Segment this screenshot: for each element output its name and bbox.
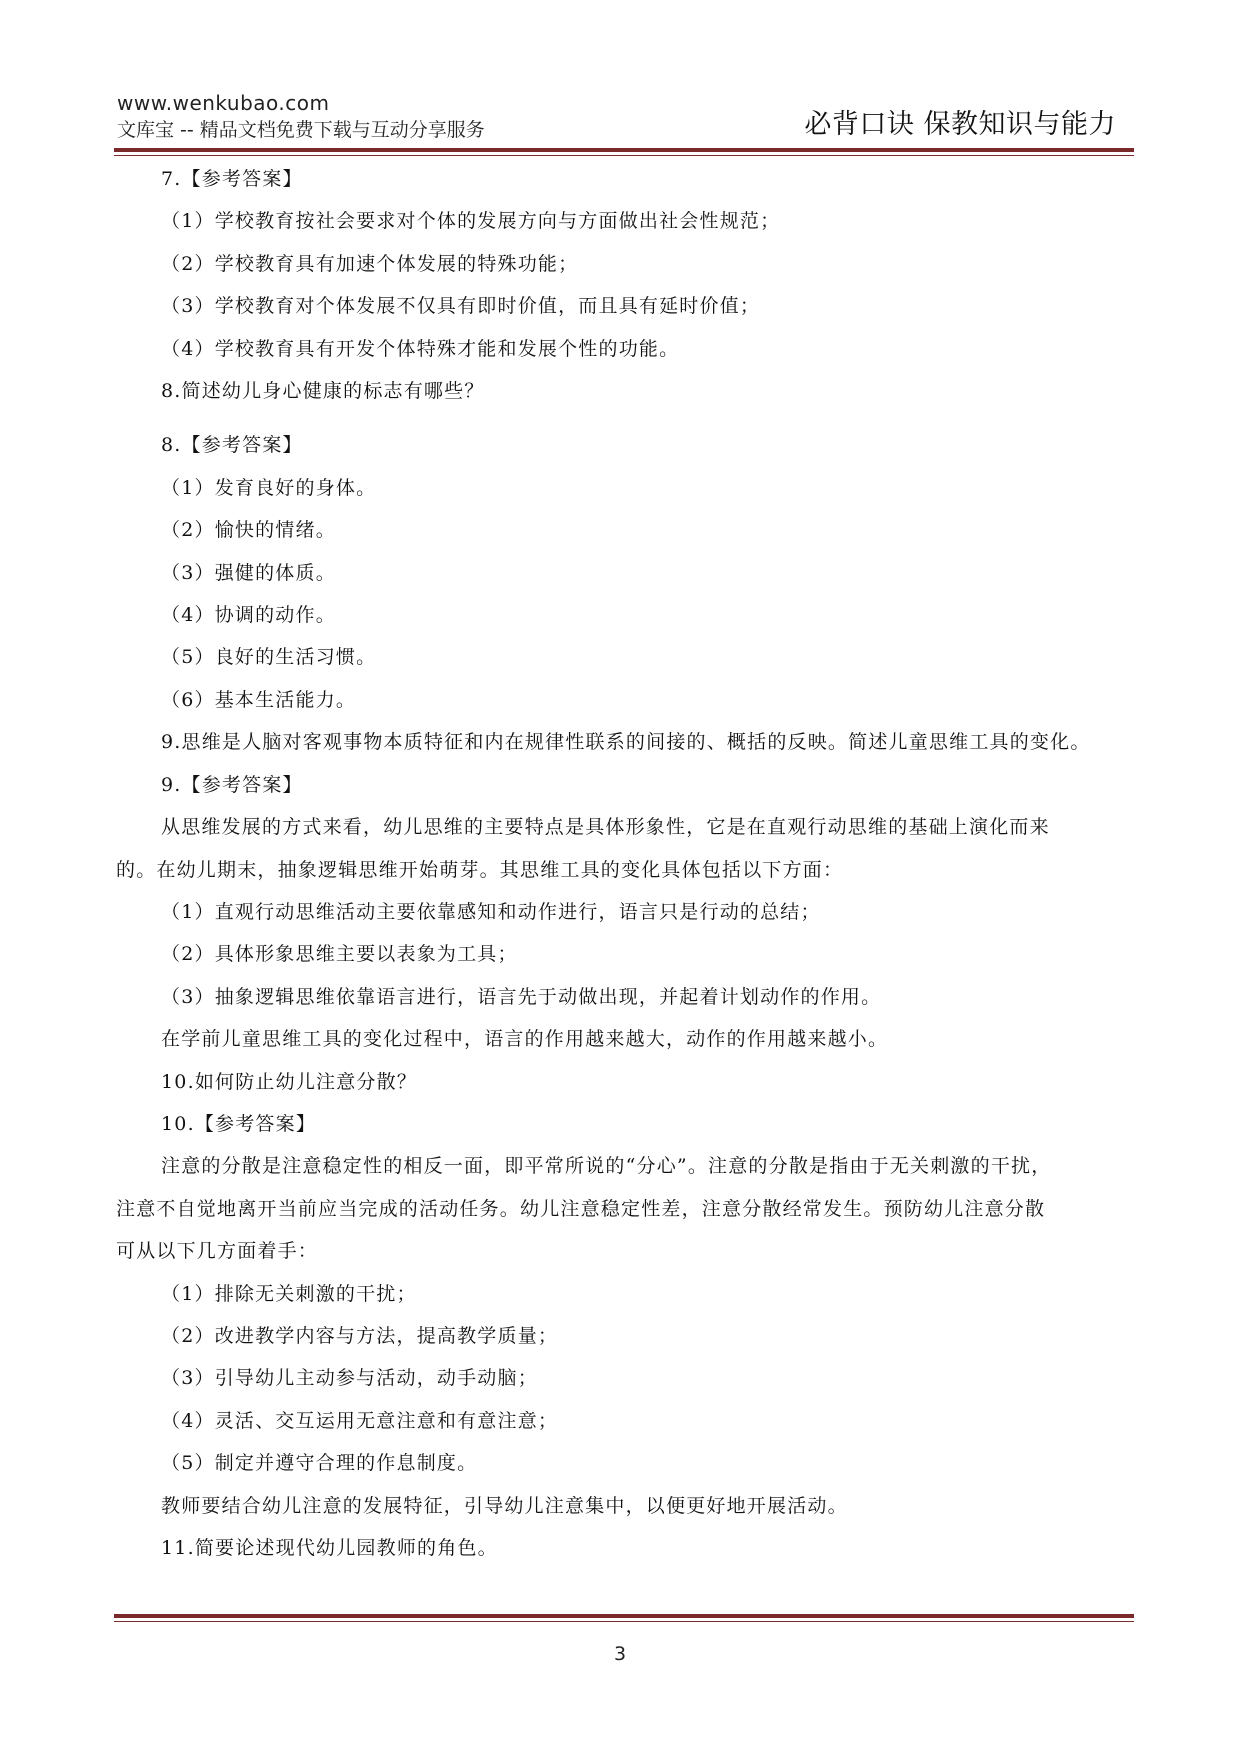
answer-heading: 9.【参考答案】 xyxy=(161,773,303,796)
question: 9.思维是人脑对客观事物本质特征和内在规律性联系的间接的、概括的反映。简述儿童思维工具的变化。 xyxy=(161,731,1091,754)
list-item: （3）强健的体质。 xyxy=(161,561,336,584)
paragraph-line: 在学前儿童思维工具的变化过程中，语言的作用越来越大，动作的作用越来越小。 xyxy=(161,1028,889,1051)
site-url: www.wenkubao.com xyxy=(117,91,330,115)
footer-divider-thin xyxy=(114,1621,1134,1622)
question: 10.如何防止幼儿注意分散？ xyxy=(161,1070,418,1093)
list-item: （1）发育良好的身体。 xyxy=(161,476,377,499)
footer-divider xyxy=(114,1614,1134,1618)
paragraph-line: 可从以下几方面着手： xyxy=(116,1240,319,1263)
header-divider xyxy=(114,148,1134,152)
list-item: （3）抽象逻辑思维依靠语言进行，语言先于动做出现，并起着计划动作的作用。 xyxy=(161,985,882,1008)
header-divider-thin xyxy=(114,155,1134,156)
site-subtitle: 文库宝 -- 精品文档免费下载与互动分享服务 xyxy=(117,119,485,141)
document-title: 必背口诀 保教知识与能力 xyxy=(804,109,1116,140)
list-item: （5）制定并遵守合理的作息制度。 xyxy=(161,1452,478,1475)
spacer xyxy=(116,412,1126,424)
page-number: 3 xyxy=(613,1643,627,1665)
list-item: （4）协调的动作。 xyxy=(161,604,336,627)
list-item: （6）基本生活能力。 xyxy=(161,688,357,711)
list-item: （2）具体形象思维主要以表象为工具； xyxy=(161,943,518,966)
list-item: （1）学校教育按社会要求对个体的发展方向与方面做出社会性规范； xyxy=(161,210,781,233)
paragraph-line: 从思维发展的方式来看，幼儿思维的主要特点是具体形象性，它是在直观行动思维的基础上演化而来 xyxy=(161,816,1050,839)
question: 8.简述幼儿身心健康的标志有哪些？ xyxy=(161,380,485,403)
answer-heading: 10.【参考答案】 xyxy=(161,1112,317,1135)
question: 11.简要论述现代幼儿园教师的角色。 xyxy=(161,1537,498,1559)
answer-heading: 8.【参考答案】 xyxy=(161,434,303,457)
paragraph-line: 注意不自觉地离开当前应当完成的活动任务。幼儿注意稳定性差，注意分散经常发生。预防幼儿注意分散 xyxy=(116,1197,1046,1220)
list-item: （2）改进教学内容与方法，提高教学质量； xyxy=(161,1324,559,1347)
answer-heading: 7.【参考答案】 xyxy=(161,168,303,190)
list-item: （5）良好的生活习惯。 xyxy=(161,646,377,669)
list-item: （2）愉快的情绪。 xyxy=(161,519,336,542)
paragraph-line: 教师要结合幼儿注意的发展特征，引导幼儿注意集中，以便更好地开展活动。 xyxy=(161,1494,848,1517)
site-header xyxy=(117,90,485,144)
document-body xyxy=(116,158,1126,1569)
list-item: （4）学校教育具有开发个体特殊才能和发展个性的功能。 xyxy=(161,337,680,360)
list-item: （2）学校教育具有加速个体发展的特殊功能； xyxy=(161,252,579,275)
list-item: （4）灵活、交互运用无意注意和有意注意； xyxy=(161,1409,559,1432)
paragraph-line: 的。在幼儿期末，抽象逻辑思维开始萌芽。其思维工具的变化具体包括以下方面： xyxy=(116,858,844,881)
list-item: （3）学校教育对个体发展不仅具有即时价值，而且具有延时价值； xyxy=(161,295,761,318)
list-item: （1）排除无关刺激的干扰； xyxy=(161,1282,417,1305)
paragraph-line: 注意的分散是注意稳定性的相反一面，即平常所说的“分心”。注意的分散是指由于无关刺激的干扰， xyxy=(161,1155,1052,1178)
list-item: （3）引导幼儿主动参与活动，动手动脑； xyxy=(161,1367,538,1390)
list-item: （1）直观行动思维活动主要依靠感知和动作进行，语言只是行动的总结； xyxy=(161,900,821,923)
